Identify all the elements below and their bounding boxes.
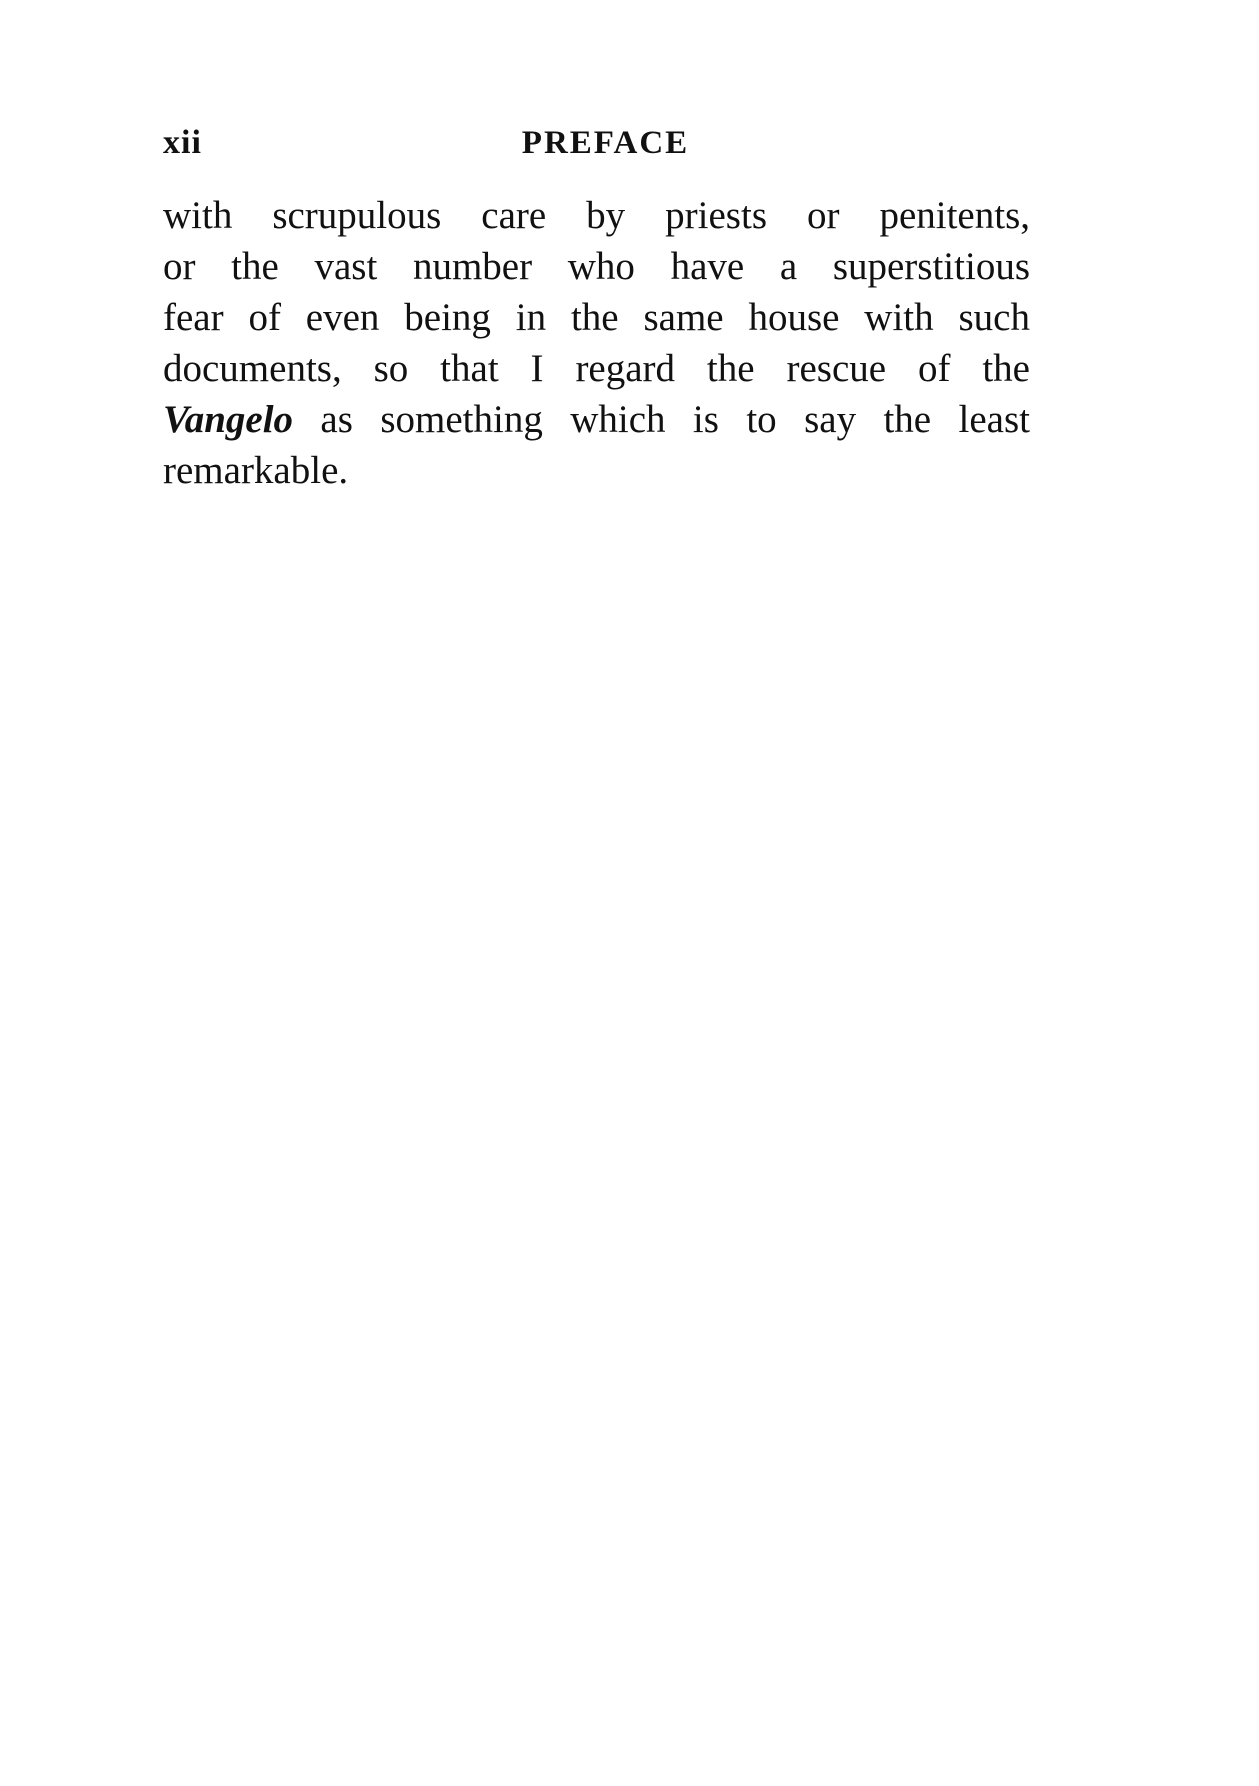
text-line: remarkable. — [163, 449, 349, 492]
running-title: PREFACE — [521, 125, 690, 161]
text-line: with scrupulous care by priests or penitents, — [163, 194, 1030, 237]
running-head — [163, 118, 1030, 168]
text-line: documents, so that I regard the rescue of the — [163, 347, 1030, 390]
text-line-rest: as something which is to say the least — [293, 398, 1030, 441]
text-line: fear of even being in the same house with such — [163, 296, 1030, 339]
italic-title: Vangelo — [163, 398, 294, 441]
text-line: or the vast number who have a superstitious — [163, 245, 1030, 288]
body-paragraph — [163, 190, 1030, 496]
page-number: xii — [163, 124, 202, 161]
text-line — [163, 394, 1030, 445]
